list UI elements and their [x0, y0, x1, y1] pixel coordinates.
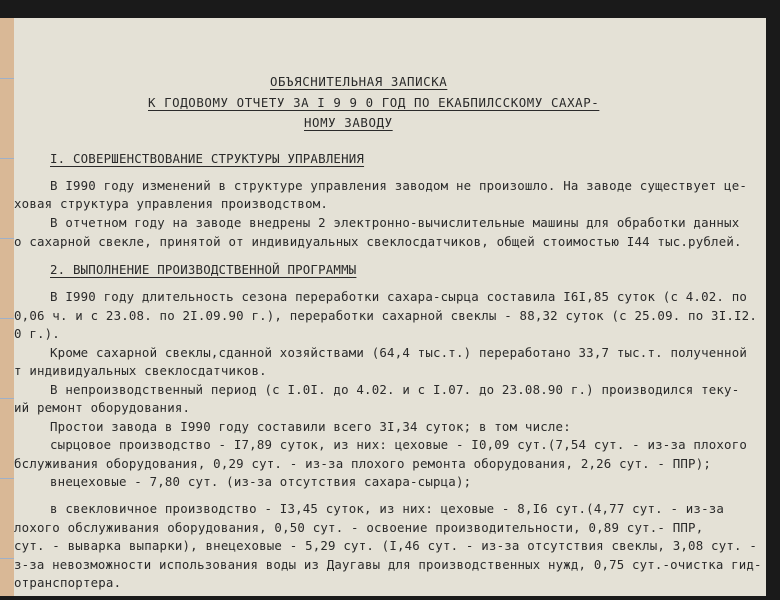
section-1-paragraph-1-line-2: ховая структура управления производством.: [14, 196, 329, 211]
section-2-paragraph-4-line-2: сырцовое производство - I7,89 суток, из них: цеховые - I0,09 сут.(7,54 сут. - из-за плохого: [50, 437, 748, 452]
section-2-paragraph-2-line-2: т индивидуальных свеклосдатчиков.: [14, 363, 267, 378]
section-2-paragraph-5-line-1: в свекловичное производство - I3,45 суток, из них: цеховые - 8,I6 сут.(4,77 сут. - из-за: [50, 501, 725, 516]
title-line-1: ОБЪЯСНИТЕЛЬНАЯ ЗАПИСКА: [270, 74, 448, 89]
section-2-paragraph-5-line-2: лохого обслуживания оборудования, 0,50 сут. - освоение производительности, 0,89 сут.- ППР,: [14, 520, 704, 535]
section-2-paragraph-3-line-2: ий ремонт оборудования.: [14, 400, 191, 415]
section-2-paragraph-5-line-3: сут. - выварка выпарки), внецеховые - 5,29 сут. (I,46 сут. - из-за отсутствия свеклы, 3,08 сут. -: [14, 538, 757, 553]
section-2-paragraph-1-line-1: В I990 году длительность сезона переработки сахара-сырца составила I6I,85 суток (с 4.02. по: [50, 289, 748, 304]
section-1-paragraph-2-line-2: о сахарной свекле, принятой от индивидуальных свеклосдатчиков, общей стоимостью I44 тыс.рублей.: [14, 234, 742, 249]
section-2-paragraph-5-line-4: з-за невозможности использования воды из Даугавы для производственных нужд, 0,75 сут.-очистка гид-: [14, 557, 762, 572]
section-2-paragraph-3-line-1: В непроизводственный период (с I.0I. до 4.02. и с I.07. до 23.08.90 г.) производился теку-: [50, 382, 740, 397]
section-1-paragraph-2-line-1: В отчетном году на заводе внедрены 2 электронно-вычислительные машины для обработки данных: [50, 215, 740, 230]
section-2-paragraph-4-line-3: бслуживания оборудования, 0,29 сут. - из-за плохого ремонта оборудования, 2,26 сут. - ППР);: [14, 456, 712, 471]
section-2-paragraph-5-line-5: отранспортера.: [14, 575, 122, 590]
section-2-heading: 2. ВЫПОЛНЕНИЕ ПРОИЗВОДСТВЕННОЙ ПРОГРАММЫ: [50, 262, 357, 277]
section-2-paragraph-2-line-1: Кроме сахарной свеклы,сданной хозяйствами (64,4 тыс.т.) переработано 33,7 тыс.т. полученной: [50, 345, 748, 360]
document-page: [14, 18, 766, 596]
title-line-3: НОМУ ЗАВОДУ: [304, 115, 393, 130]
section-2-paragraph-4-line-4: внецеховые - 7,80 сут. (из-за отсутствия сахара-сырца);: [50, 474, 472, 489]
section-1-paragraph-1-line-1: В I990 году изменений в структуре управления заводом не произошло. На заводе существует це-: [50, 178, 748, 193]
section-1-heading: I. СОВЕРШЕНСТВОВАНИЕ СТРУКТУРЫ УПРАВЛЕНИЯ: [50, 151, 365, 166]
section-2-paragraph-1-line-2: 0,06 ч. и с 23.08. по 2I.09.90 г.), переработки сахарной свеклы - 88,32 суток (с 25.09. по 3I.I2.: [14, 308, 757, 323]
title-line-2: К ГОДОВОМУ ОТЧЕТУ ЗА I 9 9 0 ГОД ПО ЕКАБПИЛССКОМУ САХАР-: [148, 95, 600, 110]
section-2-paragraph-4-line-1: Простои завода в I990 году составили всего 3I,34 суток; в том числе:: [50, 419, 571, 434]
section-2-paragraph-1-line-3: 0 г.).: [14, 326, 60, 341]
